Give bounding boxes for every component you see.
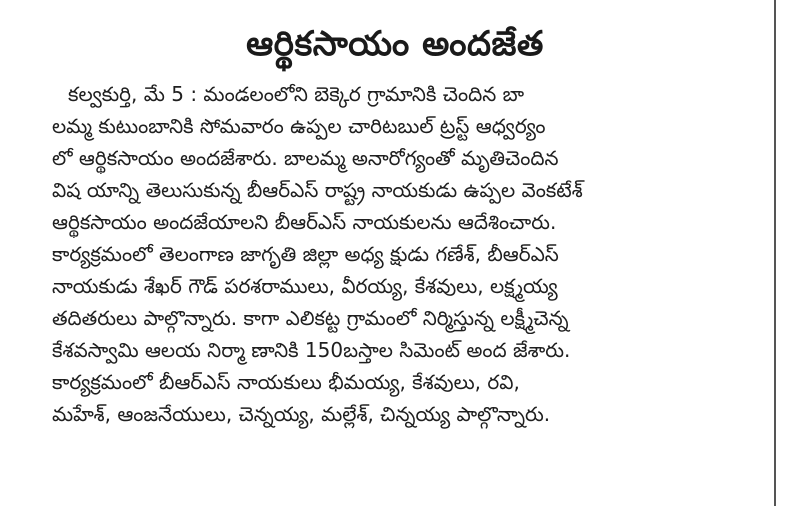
article-line: కార్యక్రమంలో తెలంగాణ జాగృతి జిల్లా అధ్య క్షుడు గణేశ్, బీఆర్ఎస్ bbox=[52, 242, 559, 266]
article-line: తదితరులు పాల్గొన్నారు. కాగా ఎలికట్ట గ్రామంలో నిర్మిస్తున్న లక్ష్మీచెన్న bbox=[52, 306, 569, 330]
article-line: లమ్మ కుటుంబానికి సోమవారం ఉప్పల చారిటబుల్ ట్రస్ట్ ఆధ్వర్యం bbox=[52, 114, 546, 138]
article-line: కార్యక్రమంలో బీఆర్ఎస్ నాయకులు భీమయ్య, కేశవులు, రవి, bbox=[52, 370, 520, 394]
article-body bbox=[52, 78, 752, 430]
article-line: మహేశ్, ఆంజనేయులు, చెన్నయ్య, మల్లేశ్, చిన్నయ్య పాల్గొన్నారు. bbox=[52, 402, 551, 426]
headline: ఆర్థికసాయం అందజేత bbox=[246, 24, 544, 64]
article-line: ఆర్థికసాయం అందజేయాలని బీఆర్ఎస్ నాయకులను ఆదేశించారు. bbox=[52, 210, 557, 234]
column-rule bbox=[774, 0, 776, 506]
article-line: లో ఆర్థికసాయం అందజేశారు. బాలమ్మ అనారోగ్యంతో మృతిచెందిన bbox=[52, 146, 559, 170]
article-line: కల్వకుర్తి, మే 5 : మండలంలోని బెక్కెర గ్రామానికి చెందిన బా bbox=[68, 82, 525, 106]
article-line: కేశవస్వామి ఆలయ నిర్మా ణానికి 150బస్తాల సిమెంట్ అంద జేశారు. bbox=[52, 338, 571, 362]
article-line: నాయకుడు శేఖర్ గౌడ్ పరశరాములు, వీరయ్య, కేశవులు, లక్ష్మయ్య bbox=[52, 274, 558, 298]
article-line: విష యాన్ని తెలుసుకున్న బీఆర్ఎస్ రాష్ట్ర నాయకుడు ఉప్పల వెంకటేశ్ bbox=[52, 178, 583, 202]
